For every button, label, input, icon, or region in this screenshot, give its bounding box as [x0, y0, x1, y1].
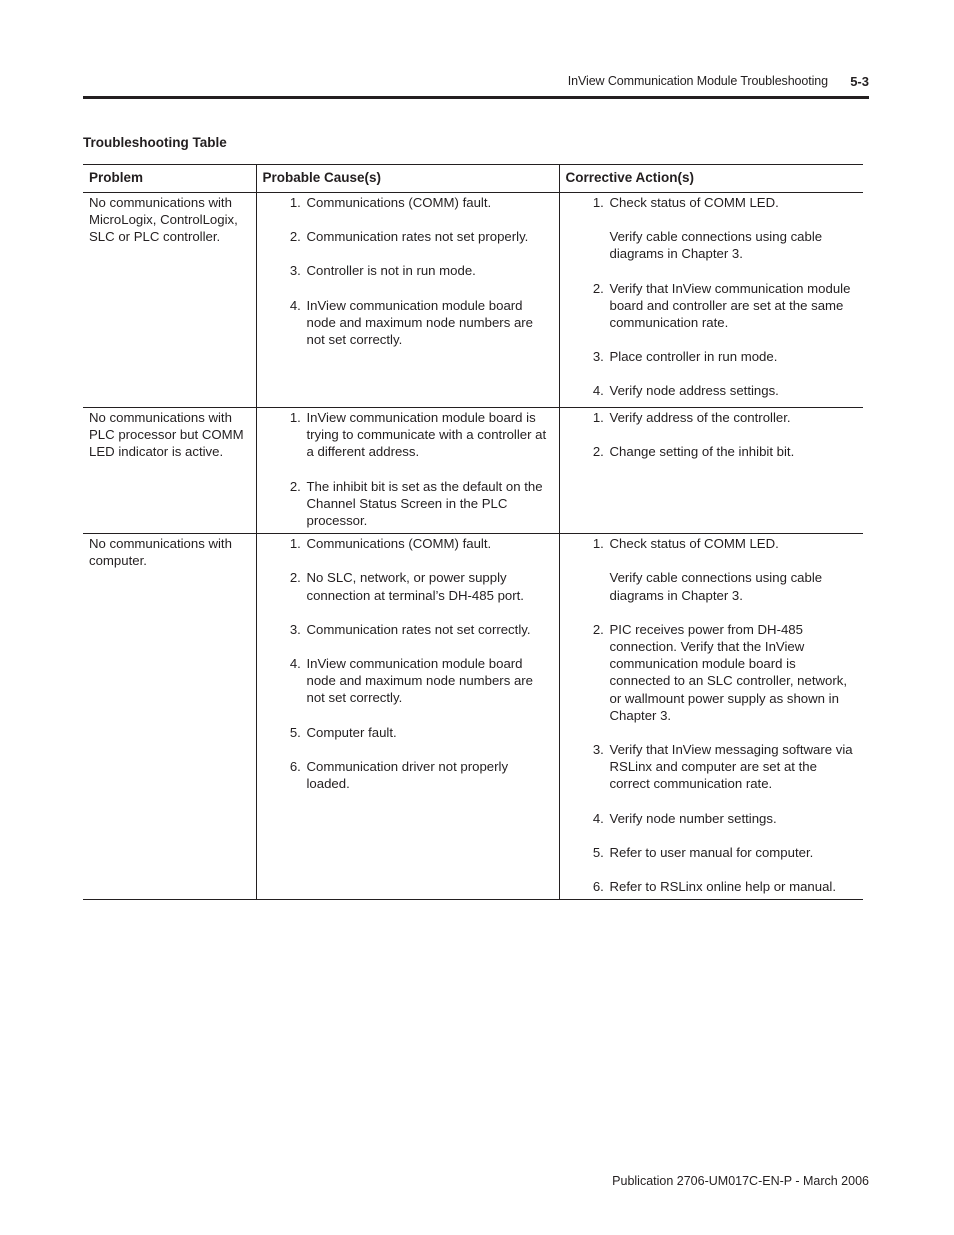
causes-list	[263, 194, 553, 348]
column-header-corrective-actions: Corrective Action(s)	[559, 165, 863, 193]
footer-publication: Publication 2706-UM017C-EN-P - March 2006	[612, 1174, 869, 1188]
running-header-title: InView Communication Module Troubleshooting	[567, 74, 828, 88]
actions-list	[566, 535, 858, 895]
cause-item: 2. No SLC, network, or power supply connection at terminal’s DH-485 port.	[305, 569, 553, 603]
action-text: Verify node number settings.	[609, 810, 777, 826]
action-item	[608, 194, 858, 263]
action-item	[608, 443, 858, 460]
action-text: Verify address of the controller.	[609, 410, 791, 425]
action-item	[608, 535, 858, 604]
table-row	[83, 408, 863, 534]
action-text: Refer to RSLinx online help or manual.	[609, 879, 837, 895]
cause-item: 3. Controller is not in run mode.	[305, 262, 553, 279]
action-item	[608, 280, 858, 332]
cause-item: 5. Computer fault.	[305, 724, 553, 741]
actions-list	[566, 409, 858, 460]
table-header-row	[83, 165, 863, 193]
action-text: Change setting of the inhibit bit.	[609, 444, 795, 460]
actions-cell	[559, 408, 863, 534]
page-number: 5-3	[850, 74, 869, 89]
action-text: Verify that InView communication module board and controller are set at the same communication rate.	[609, 280, 851, 331]
action-note: Verify cable connections using cable diagrams in Chapter 3.	[609, 570, 823, 603]
cause-item: 1. Communications (COMM) fault.	[305, 535, 553, 552]
action-text: Check status of COMM LED.	[609, 195, 779, 210]
action-item	[608, 878, 858, 895]
column-header-problem: Problem	[83, 165, 256, 193]
action-text: Place controller in run mode.	[609, 349, 778, 365]
cause-item: 4. InView communication module board node and maximum node numbers are not set correctly.	[305, 655, 553, 707]
action-text: Check status of COMM LED.	[609, 536, 779, 552]
actions-list	[566, 194, 858, 400]
cause-item: 3. Communication rates not set correctly.	[305, 621, 553, 638]
problem-cell: No communications with MicroLogix, ControlLogix, SLC or PLC controller.	[83, 193, 256, 408]
table-row	[83, 193, 863, 408]
action-text: Refer to user manual for computer.	[609, 844, 814, 860]
action-item	[608, 844, 858, 861]
cause-item: 1. InView communication module board is trying to communicate with a controller at a different address.	[305, 409, 553, 461]
action-text: Verify that InView messaging software via RSLinx and computer are set at the correct communication rate.	[609, 742, 853, 792]
actions-cell	[559, 534, 863, 900]
action-text: Verify node address settings.	[609, 383, 779, 399]
table-body	[83, 193, 863, 900]
cause-item: 6. Communication driver not properly loaded.	[305, 758, 553, 792]
cause-item: 1. Communications (COMM) fault.	[305, 194, 553, 211]
action-item	[608, 382, 858, 399]
problem-cell: No communications with PLC processor but COMM LED indicator is active.	[83, 408, 256, 534]
causes-cell	[256, 193, 559, 408]
cause-item: 2. The inhibit bit is set as the default on the Channel Status Screen in the PLC processor.	[305, 478, 553, 530]
problem-cell: No communications with computer.	[83, 534, 256, 900]
troubleshooting-table	[83, 164, 863, 900]
causes-cell	[256, 408, 559, 534]
cause-item: 4. InView communication module board node and maximum node numbers are not set correctly.	[305, 297, 553, 349]
cause-item: 2. Communication rates not set properly.	[305, 228, 553, 245]
action-text: PIC receives power from DH-485 connection. Verify that the InView communication module board is connected to an SLC controller, network, or wallmount power supply as shown in Chapter 3.	[609, 621, 848, 723]
action-item	[608, 621, 858, 724]
header-rule	[83, 96, 869, 99]
action-note: Verify cable connections using cable diagrams in Chapter 3.	[609, 229, 823, 262]
action-item	[608, 741, 858, 793]
causes-list	[263, 409, 553, 529]
causes-cell	[256, 534, 559, 900]
actions-cell	[559, 193, 863, 408]
action-item	[608, 409, 858, 426]
action-item	[608, 348, 858, 365]
causes-list	[263, 535, 553, 792]
table-title: Troubleshooting Table	[83, 135, 227, 150]
action-item	[608, 810, 858, 827]
table-row	[83, 534, 863, 900]
column-header-probable-causes: Probable Cause(s)	[256, 165, 559, 193]
